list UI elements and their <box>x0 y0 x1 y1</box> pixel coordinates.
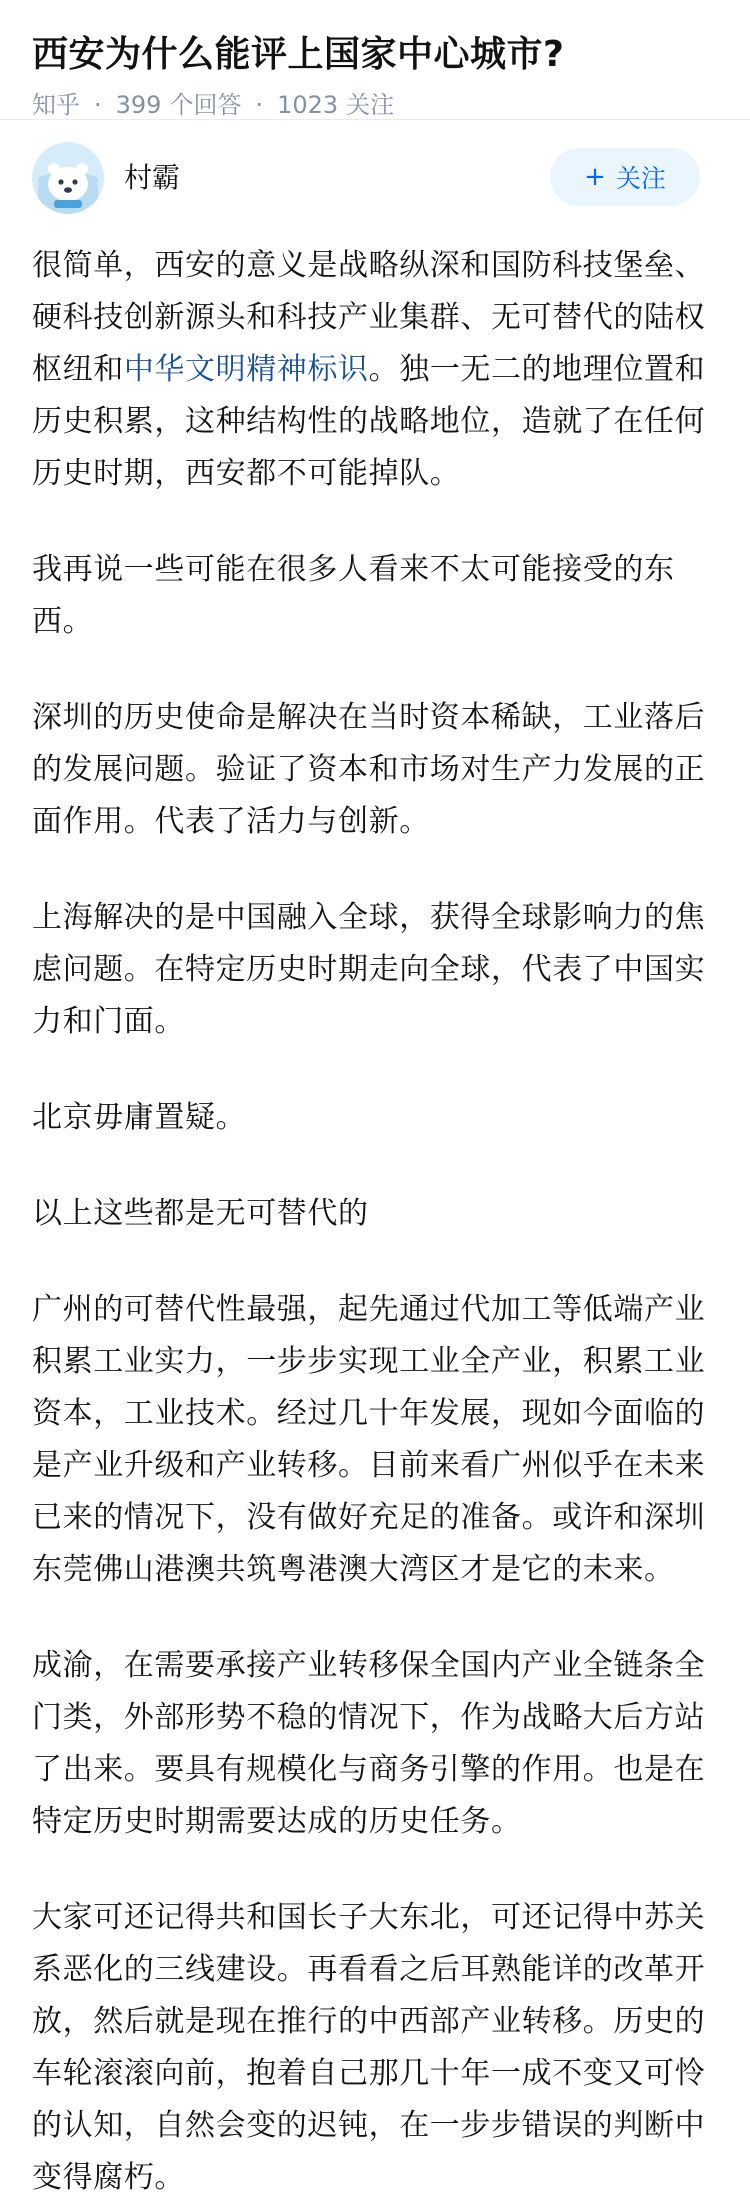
follower-count-label: 关注 <box>346 91 395 119</box>
answer-count-label: 个回答 <box>169 91 242 119</box>
follower-count: 1023 <box>277 91 339 119</box>
answer-paragraph: 深圳的历史使命是解决在当时资本稀缺，工业落后的发展问题。验证了资本和市场对生产力发展的正面作用。代表了活力与创新。 <box>32 700 706 839</box>
separator-dot: · <box>255 91 264 119</box>
answer-paragraph: 上海解决的是中国融入全球，获得全球影响力的焦虑问题。在特定历史时期走向全球，代表了中国实力和门面。 <box>32 900 706 1039</box>
answer-text: 。独一无二的地理位置和历史积累，这种结构性的战略地位，造就了在任何历史时期，西安都不可能掉队。 <box>32 352 706 491</box>
plus-icon: + <box>584 162 606 192</box>
author-row <box>0 142 750 258</box>
question-header <box>0 0 750 120</box>
question-title[interactable]: 西安为什么能评上国家中心城市? <box>32 34 565 75</box>
separator-dot: · <box>94 91 102 119</box>
avatar[interactable] <box>32 142 104 214</box>
polar-bear-icon <box>32 142 104 214</box>
author-name[interactable]: 村霸 <box>124 161 181 194</box>
site-name[interactable]: 知乎 <box>32 91 80 119</box>
answer-text: 很简单，西安的意义是战略纵深和国防科技堡垒、硬科技创新源头和科技产业集群、无可替代的陆权枢纽和 <box>32 248 706 387</box>
answer-paragraph <box>32 240 718 500</box>
follow-button[interactable] <box>550 148 700 206</box>
question-meta <box>32 88 718 122</box>
answer-count: 399 <box>115 91 162 119</box>
answer-paragraph: 广州的可替代性最强，起先通过代加工等低端产业积累工业实力，一步步实现工业全产业，积累工业资本，工业技术。经过几十年发展，现如今面临的是产业升级和产业转移。目前来看广州似乎在未来已来的情况下，没有做好充足的准备。或许和深圳东莞佛山港澳共筑粤港澳大湾区才是它的未来。 <box>32 1292 706 1587</box>
follow-label: 关注 <box>615 164 666 193</box>
topic-link[interactable]: 中华文明精神标识 <box>123 352 369 387</box>
answer-paragraph: 大家可还记得共和国长子大东北，可还记得中苏关系恶化的三线建设。再看看之后耳熟能详的改革开放，然后就是现在推行的中西部产业转移。历史的车轮滚滚向前，抱着自己那几十年一成不变又可怜的认知，自然会变的迟钝，在一步步错误的判断中变得腐朽。 <box>32 1900 706 2195</box>
answer-paragraph: 以上这些都是无可替代的 <box>32 1196 369 1231</box>
answer-paragraph: 成渝，在需要承接产业转移保全国内产业全链条全门类，外部形势不稳的情况下，作为战略大后方站了出来。要具有规模化与商务引擎的作用。也是在特定历史时期需要达成的历史任务。 <box>32 1648 706 1839</box>
answer-paragraph: 我再说一些可能在很多人看来不太可能接受的东西。 <box>32 552 675 639</box>
answer-content <box>0 240 750 2204</box>
answer-paragraph: 北京毋庸置疑。 <box>32 1100 247 1135</box>
